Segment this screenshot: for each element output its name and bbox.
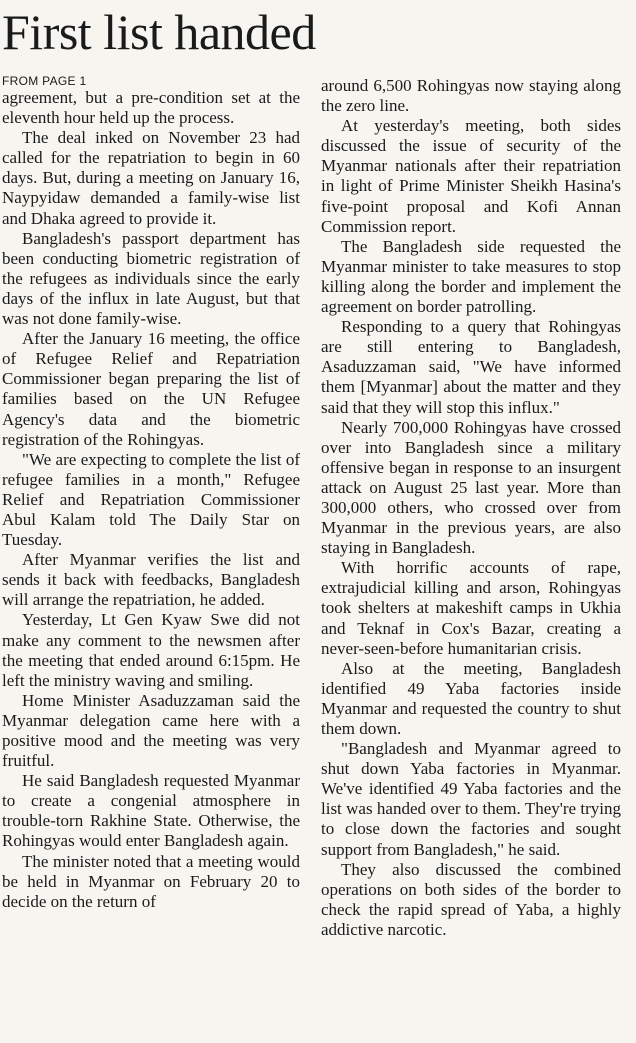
headline: First list handed [2,4,316,60]
paragraph: After Myanmar verifies the list and sends it back with feedbacks, Bangladesh will arrange the repatriation, he added. [2,550,300,610]
paragraph: He said Bangladesh requested Myanmar to create a congenial atmosphere in trouble-torn Rakhine State. Otherwise, the Rohingyas would enter Bangladesh again. [2,771,300,851]
paragraph: The minister noted that a meeting would be held in Myanmar on February 20 to decide on the return of [2,851,300,911]
column-left [2,74,300,912]
paragraph: "We are expecting to complete the list of refugee families in a month," Refugee Relief and Repatriation Commissioner Abul Kalam told The Daily Star on Tuesday. [2,449,300,550]
paragraph: Nearly 700,000 Rohingyas have crossed over into Bangladesh since a military offensive began in response to an insurgent attack on August 25 last year. More than 300,000 others, who crossed over from Myanmar in the previous years, are also staying in Bangladesh. [321,417,621,558]
paragraph: Yesterday, Lt Gen Kyaw Swe did not make any comment to the newsmen after the meeting that ended around 6:15pm. He left the ministry waving and smiling. [2,610,300,690]
kicker: FROM PAGE 1 [2,74,87,88]
paragraph: "Bangladesh and Myanmar agreed to shut down Yaba factories in Myanmar. We've identified 49 Yaba factories and the list was handed over to them. They're trying to close down the factories and sought support from Bangladesh," he said. [321,739,621,859]
paragraph: Bangladesh's passport department has been conducting biometric registration of the refugees as individuals since the early days of the influx in late August, but that was not done family-wise. [2,228,300,329]
paragraph: Home Minister Asaduzzaman said the Myanmar delegation came here with a positive mood and the meeting was very fruitful. [2,690,300,771]
paragraph: With horrific accounts of rape, extrajudicial killing and arson, Rohingyas took shelters at makeshift camps in Ukhia and Teknaf in Cox's Bazar, creating a never-seen-before humanitarian crisis. [321,558,621,658]
paragraph: They also discussed the combined operations on both sides of the border to check the rapid spread of Yaba, a highly addictive narcotic. [321,859,621,939]
column-right [321,76,621,940]
paragraph: At yesterday's meeting, both sides discussed the issue of security of the Myanmar nationals after their repatriation in light of Prime Minister Sheikh Hasina's five-point proposal and Kofi Annan Commission report. [321,116,621,236]
paragraph: The Bangladesh side requested the Myanmar minister to take measures to stop killing along the border and implement the agreement on border patrolling. [321,236,621,317]
paragraph: After the January 16 meeting, the office of Refugee Relief and Repatriation Commissioner began preparing the list of families based on the UN Refugee Agency's data and the biometric registration of the Rohingyas. [2,329,300,449]
paragraph: around 6,500 Rohingyas now staying along the zero line. [321,76,621,116]
paragraph: Responding to a query that Rohingyas are still entering to Bangladesh, Asaduzzaman said, "We have informed them [Myanmar] about the matter and they said that they will stop this influx." [321,317,621,417]
paragraph: agreement, but a pre-condition set at the eleventh hour held up the process. [2,88,300,128]
paragraph: The deal inked on November 23 had called for the repatriation to begin in 60 days. But, during a meeting on January 16, Naypyidaw demanded a family-wise list and Dhaka agreed to provide it. [2,128,300,228]
paragraph: Also at the meeting, Bangladesh identified 49 Yaba factories inside Myanmar and requested the country to shut them down. [321,658,621,738]
